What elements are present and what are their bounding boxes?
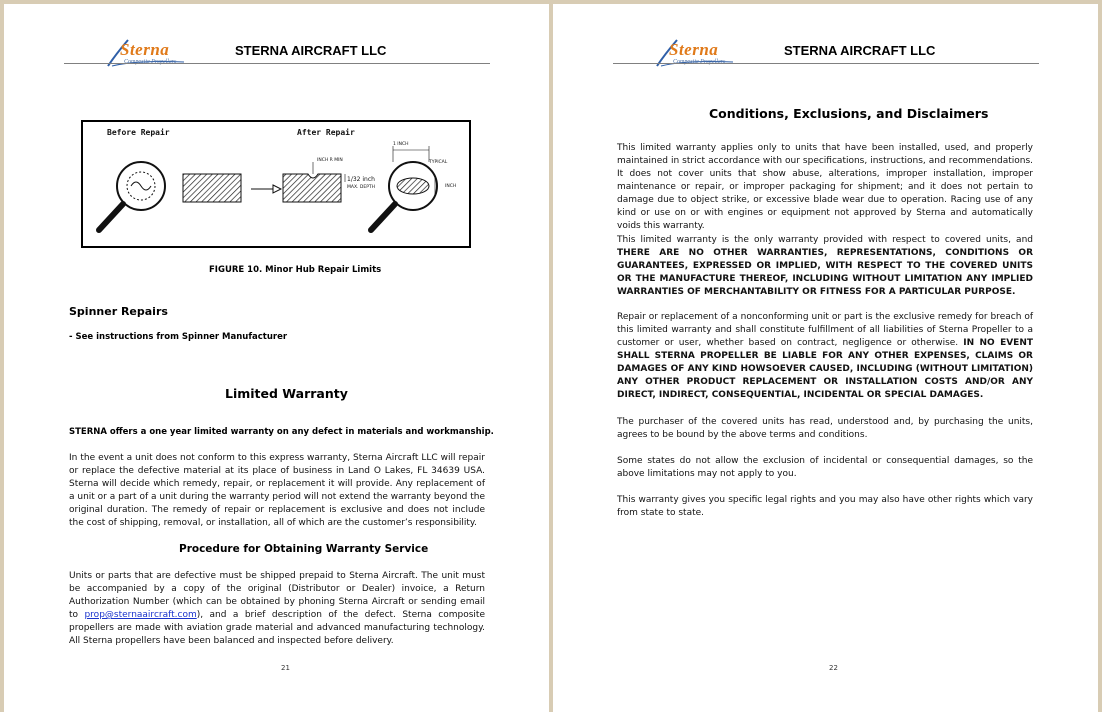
after-repair-label: After Repair: [297, 128, 355, 137]
logo-subtitle: Composite Propellers: [124, 59, 177, 65]
logo-text: Sterna: [669, 40, 719, 59]
page-header: [64, 36, 490, 66]
conditions-heading: Conditions, Exclusions, and Disclaimers: [709, 106, 989, 121]
procedure-text-2: ), and a brief description of the defect. Sterna composite propellers are made with aviation grade material and advanced manufacturing technology. All Sterna propellers have been balanced and inspected before delivery.: [69, 610, 485, 646]
page-header: [613, 36, 1039, 66]
warranty-heading: Limited Warranty: [225, 386, 348, 401]
page-number: 21: [281, 664, 290, 672]
conditions-paragraph-4: The purchaser of the covered units has read, understood and, by purchasing the units, agrees to be bound by the above terms and conditions.: [617, 417, 1033, 440]
page-22: [553, 4, 1098, 712]
dim-radius: INCH R MIN: [317, 158, 343, 163]
company-name: STERNA AIRCRAFT LLC: [784, 43, 936, 58]
page-21: [4, 4, 549, 712]
spinner-heading: Spinner Repairs: [69, 305, 168, 318]
figure-caption: FIGURE 10. Minor Hub Repair Limits: [209, 265, 382, 275]
repair-diagram-icon: [83, 122, 469, 246]
conditions-paragraph-5: Some states do not allow the exclusion of incidental or consequential damages, so the above limitations may not apply to you.: [617, 456, 1033, 479]
page-number: 22: [829, 664, 838, 672]
warranty-paragraph: In the event a unit does not conform to this express warranty, Sterna Aircraft LLC will repair or replace the defective material at its place of business in Land O Lakes, FL 34639 USA. Sterna will decide which remedy, repair, or replacement it will provide. Any replacement of a unit or a part of a unit during the warranty period will not extend the warranty beyond the original duration. The remedy of repair or replacement is exclusive and does not include the cost of shipping, removal, or installation, all of which are the customer’s responsibility.: [69, 453, 485, 528]
procedure-text-1: Units or parts that are defective must be shipped prepaid to Sterna Aircraft. The unit must be accompanied by a copy of the original (Distributor or Dealer) invoice, a Return Authorization Number (which can be obtained by phoning Sterna Aircraft or sending email to: [69, 571, 485, 620]
logo-text: Sterna: [120, 40, 170, 59]
logo-subtitle: Composite Propellers: [673, 59, 726, 65]
header-divider: [64, 63, 490, 64]
conditions-paragraph-6: This warranty gives you specific legal rights and you may also have other rights which vary from state to state.: [617, 495, 1033, 518]
hub-repair-figure: [81, 120, 471, 248]
dim-side: INCH: [445, 184, 457, 189]
procedure-heading: Procedure for Obtaining Warranty Service: [179, 543, 429, 555]
warranty-intro: STERNA offers a one year limited warranty on any defect in materials and workmanship.: [69, 427, 494, 437]
dim-max-depth: MAX. DEPTH: [347, 185, 376, 190]
conditions-paragraph-1: This limited warranty applies only to units that have been installed, used, and properly maintained in strict accordance with our specifications, instructions, and recommendations. It does not cover units that show abuse, alterations, improper installation, improper maintenance or repair, or improper packaging for shipment; and it does not pertain to damage due to object strike, or excessive blade wear due to operation. Racing use of any kind or use on or with engines or equipment not approved by Sterna and automatically voids this warranty.: [617, 143, 1033, 231]
support-email-link[interactable]: prop@sternaaircraft.com: [84, 610, 197, 620]
header-divider: [613, 63, 1039, 64]
spinner-text: - See instructions from Spinner Manufacturer: [69, 332, 288, 342]
dim-typical: TYPICAL: [429, 160, 448, 165]
dim-depth-value: 1/32 inch: [347, 176, 375, 183]
conditions-paragraph-3: [617, 311, 1033, 402]
conditions-paragraph-2: [617, 234, 1033, 299]
before-repair-label: Before Repair: [107, 128, 170, 137]
p2-text: This limited warranty is the only warranty provided with respect to covered units, and: [617, 235, 1033, 245]
p2-disclaimer: THERE ARE NO OTHER WARRANTIES, REPRESENTATIONS, CONDITIONS OR GUARANTEES, EXPRESSED OR IMPLIED, WITH RESPECT TO THE COVERED UNITS OR THE MANUFACTURE THEREOF, INCLUDING WITHOUT LIMITATION ANY IMPLIED WARRANTIES OF MERCHANTABILITY OR FITNESS FOR A PARTICULAR PURPOSE.: [617, 248, 1033, 297]
dim-one-inch: 1 INCH: [393, 142, 409, 147]
p3-text: Repair or replacement of a nonconforming unit or part is the exclusive remedy for breach of this limited warranty and shall constitute fulfillment of all liabilities of Sterna Propeller to a customer or user, whether based on contract, negligence or otherwise.: [617, 312, 1033, 348]
company-name: STERNA AIRCRAFT LLC: [235, 43, 387, 58]
procedure-paragraph: [69, 570, 485, 648]
p3-disclaimer: IN NO EVENT SHALL STERNA PROPELLER BE LIABLE FOR ANY OTHER EXPENSES, CLAIMS OR DAMAGES OF ANY KIND HOWSOEVER CAUSED, INCLUDING (WITHOUT LIMITATION) ANY OTHER PRODUCT REPLACEMENT OR INSTALLATION COSTS AND/OR ANY DIRECT, INDIRECT, CONSEQUENTIAL, INCIDENTAL OR SPECIAL DAMAGES.: [617, 338, 1034, 400]
